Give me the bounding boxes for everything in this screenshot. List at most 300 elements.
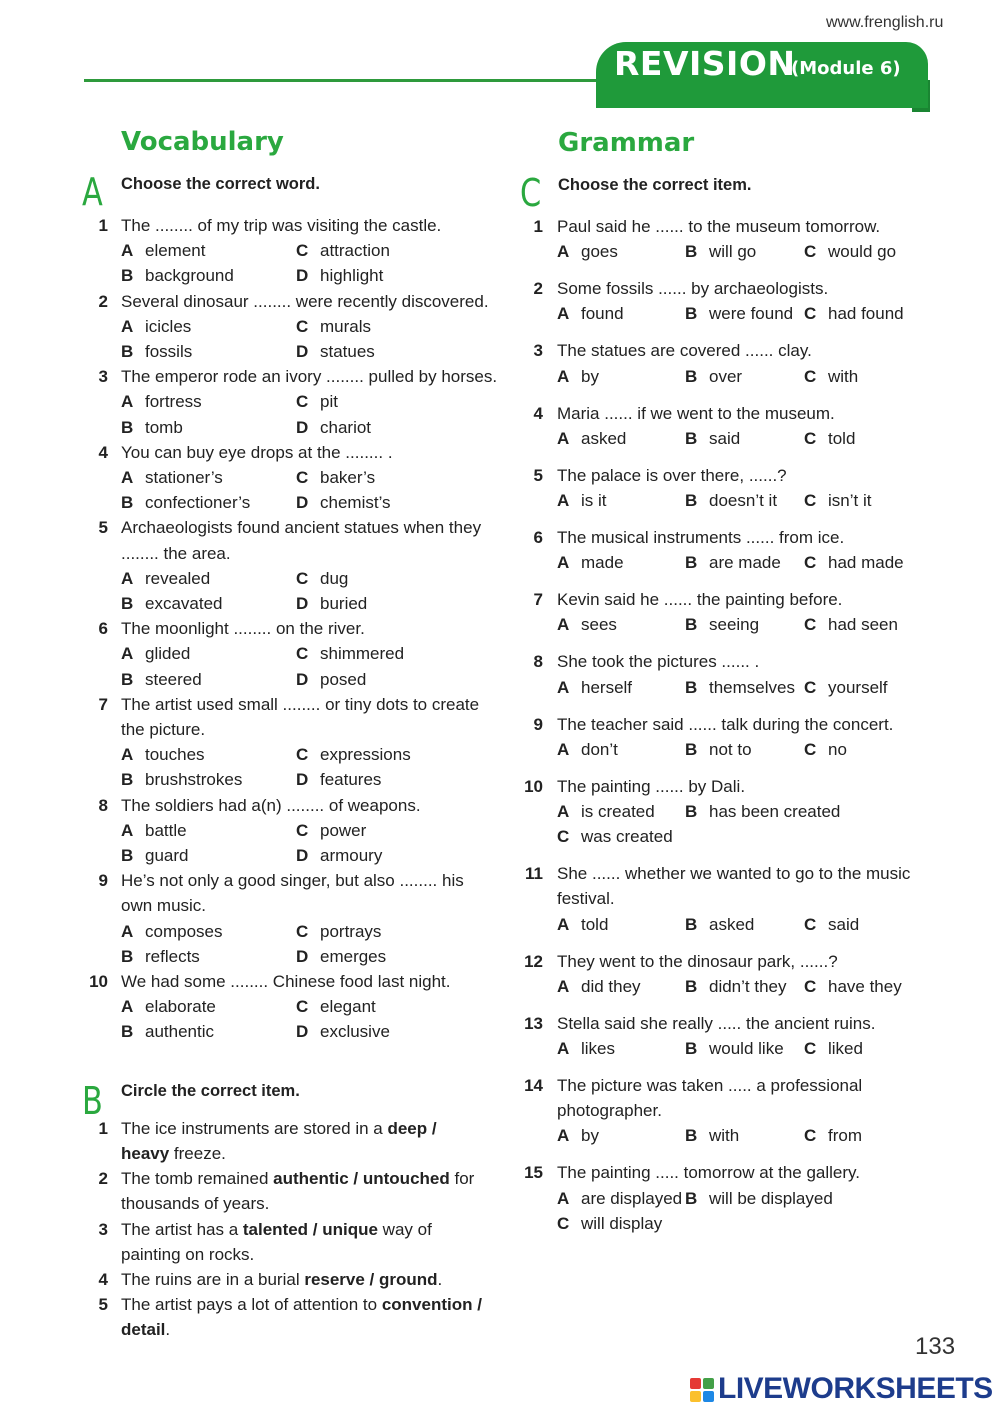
answer-option[interactable]	[557, 550, 624, 575]
item-text: thousands of years.	[121, 1194, 270, 1214]
answer-choice[interactable]: reserve / ground	[304, 1270, 438, 1289]
answer-option[interactable]	[121, 591, 223, 616]
answer-option[interactable]	[557, 974, 641, 999]
liveworksheets-icon	[690, 1378, 714, 1402]
answer-option[interactable]	[685, 612, 759, 637]
option-letter: D	[296, 594, 309, 613]
item-number: 4	[98, 1270, 108, 1289]
answer-option[interactable]	[804, 1036, 863, 1061]
site-url: www.frenglish.ru	[826, 14, 944, 31]
answer-option[interactable]	[557, 675, 632, 700]
option-letter: C	[804, 366, 817, 386]
answer-option[interactable]	[557, 912, 608, 937]
answer-option[interactable]	[804, 974, 902, 999]
option-text: composes	[145, 921, 223, 941]
answer-option[interactable]	[121, 415, 183, 440]
answer-option[interactable]	[296, 667, 366, 692]
option-text: glided	[145, 644, 191, 664]
answer-option[interactable]	[296, 339, 375, 364]
option-text: expressions	[320, 745, 411, 765]
option-text: features	[320, 770, 382, 790]
answer-option[interactable]	[296, 314, 371, 339]
option-text: highlight	[320, 266, 384, 286]
option-text: found	[581, 304, 624, 324]
option-text: yourself	[828, 677, 888, 697]
option-letter: B	[685, 1126, 698, 1146]
item-line	[121, 1292, 482, 1317]
question-number: 5	[98, 518, 108, 538]
option-text: said	[828, 914, 860, 934]
option-letter: B	[685, 553, 698, 573]
option-letter: A	[557, 304, 570, 324]
option-text: power	[320, 820, 367, 840]
option-letter: A	[557, 976, 570, 996]
option-letter: C	[804, 1126, 817, 1146]
answer-choice[interactable]: authentic / untouched	[273, 1169, 450, 1188]
vocabulary-title: Vocabulary	[121, 127, 284, 157]
question-text: The statues are covered ...... clay.	[557, 341, 812, 361]
option-letter: A	[121, 241, 134, 261]
option-letter: D	[296, 342, 309, 361]
question-number: 10	[89, 972, 108, 991]
option-letter: C	[557, 1213, 570, 1233]
option-letter: D	[296, 493, 309, 513]
answer-option[interactable]	[296, 843, 382, 868]
item-text: way of	[377, 1220, 432, 1239]
option-letter: B	[121, 946, 134, 966]
option-letter: A	[121, 316, 134, 336]
answer-option[interactable]	[296, 641, 404, 666]
answer-option[interactable]	[296, 263, 383, 288]
item-text: The tomb remained	[121, 1169, 274, 1188]
option-letter: A	[121, 644, 134, 664]
answer-option[interactable]	[121, 667, 202, 692]
exercise-a-instruction: Choose the correct word.	[121, 175, 320, 193]
question-number: 7	[533, 590, 543, 610]
option-letter: B	[685, 1039, 698, 1058]
answer-option[interactable]	[685, 799, 840, 824]
option-text: has been created	[709, 802, 841, 821]
question-text: The moonlight ........ on the river.	[121, 619, 365, 639]
question-number: 1	[533, 217, 543, 236]
option-letter: B	[685, 615, 698, 635]
question-text: Some fossils ...... by archaeologists.	[557, 279, 829, 299]
answer-option[interactable]	[557, 239, 618, 264]
option-text: authentic	[145, 1022, 214, 1042]
answer-option[interactable]	[296, 818, 366, 843]
option-text: by	[581, 366, 599, 386]
question-text: The palace is over there, ......?	[557, 465, 787, 485]
item-text: .	[437, 1270, 443, 1289]
answer-choice[interactable]: detail	[121, 1320, 166, 1340]
option-text: with	[709, 1126, 740, 1146]
option-letter: B	[685, 914, 698, 934]
option-text: attraction	[320, 241, 390, 261]
answer-option[interactable]	[804, 301, 904, 326]
answer-choice[interactable]: deep /	[387, 1119, 437, 1138]
option-letter: C	[296, 241, 309, 261]
option-text: isn’t it	[828, 491, 872, 510]
option-letter: C	[804, 553, 817, 573]
item-line	[121, 1141, 226, 1166]
option-text: will display	[581, 1213, 663, 1233]
header-subtitle: (Module 6)	[791, 58, 901, 79]
option-letter: D	[296, 266, 309, 286]
option-text: have they	[828, 976, 902, 996]
question-text: She took the pictures ...... .	[557, 652, 760, 672]
option-letter: C	[296, 644, 309, 664]
option-text: emerges	[320, 946, 387, 966]
answer-option[interactable]	[804, 675, 888, 700]
option-text: from	[828, 1126, 862, 1146]
option-letter: D	[296, 770, 309, 790]
option-letter: B	[685, 802, 698, 821]
answer-option[interactable]	[121, 490, 250, 515]
answer-option[interactable]	[685, 974, 787, 999]
answer-option[interactable]	[296, 465, 375, 490]
page-number: 133	[915, 1333, 956, 1360]
option-letter: C	[296, 820, 309, 840]
option-letter: B	[685, 242, 698, 262]
option-letter: A	[557, 242, 570, 262]
answer-option[interactable]	[121, 818, 187, 843]
item-line	[121, 1166, 474, 1191]
item-text: The ruins are in a burial	[121, 1270, 305, 1289]
question-number: 14	[524, 1076, 543, 1095]
answer-option[interactable]	[804, 737, 847, 762]
option-text: will be displayed	[709, 1188, 833, 1208]
answer-option[interactable]	[557, 1211, 662, 1236]
answer-option[interactable]	[296, 994, 376, 1019]
option-letter: C	[804, 491, 817, 510]
option-letter: A	[557, 802, 570, 821]
question-number: 10	[524, 776, 543, 796]
option-letter: D	[296, 669, 309, 689]
option-text: liked	[828, 1039, 863, 1058]
option-text: had found	[828, 304, 904, 324]
option-text: dug	[320, 568, 349, 588]
question-number: 13	[524, 1013, 543, 1033]
option-letter: B	[121, 1022, 134, 1042]
option-text: revealed	[145, 568, 211, 588]
option-letter: C	[557, 827, 570, 847]
option-text: element	[145, 241, 206, 261]
option-letter: A	[121, 468, 134, 487]
answer-option[interactable]	[804, 612, 898, 637]
answer-option[interactable]	[557, 488, 607, 513]
answer-option[interactable]	[121, 994, 216, 1019]
question-text: Paul said he ...... to the museum tomorrow.	[557, 217, 881, 236]
option-letter: A	[557, 428, 570, 448]
answer-option[interactable]	[296, 944, 386, 969]
answer-option[interactable]	[296, 566, 348, 591]
option-letter: B	[121, 669, 134, 689]
option-text: had seen	[828, 615, 898, 635]
option-letter: A	[557, 491, 570, 510]
answer-option[interactable]	[296, 1019, 390, 1044]
answer-option[interactable]	[296, 238, 390, 263]
question-text: The picture was taken ..... a professional	[557, 1076, 863, 1095]
option-text: statues	[320, 342, 375, 361]
option-letter: B	[685, 1188, 698, 1208]
answer-option[interactable]	[121, 238, 205, 263]
option-text: tomb	[145, 417, 183, 437]
option-text: will go	[709, 242, 757, 262]
option-text: didn’t they	[709, 976, 787, 996]
item-text: painting on rocks.	[121, 1245, 255, 1265]
option-text: touches	[145, 745, 205, 765]
option-letter: D	[296, 846, 309, 865]
answer-option[interactable]	[804, 912, 859, 937]
option-letter: A	[557, 1126, 570, 1146]
option-text: were found	[709, 304, 794, 324]
question-number: 8	[98, 795, 108, 815]
option-letter: B	[685, 491, 698, 510]
answer-option[interactable]	[804, 550, 904, 575]
option-letter: A	[121, 392, 134, 412]
answer-option[interactable]	[685, 912, 754, 937]
option-text: likes	[581, 1039, 616, 1058]
answer-option[interactable]	[557, 426, 626, 451]
option-text: portrays	[320, 921, 382, 941]
item-line	[121, 1267, 442, 1292]
option-text: asked	[709, 914, 755, 934]
answer-option[interactable]	[685, 239, 756, 264]
option-letter: C	[296, 921, 309, 941]
option-text: are made	[709, 553, 781, 573]
question-text: We had some ........ Chinese food last night.	[121, 972, 451, 991]
answer-option[interactable]	[121, 389, 202, 414]
option-text: confectioner’s	[145, 493, 251, 513]
option-text: guard	[145, 846, 189, 865]
option-text: icicles	[145, 316, 192, 336]
option-letter: C	[804, 1039, 817, 1058]
answer-option[interactable]	[685, 488, 777, 513]
option-text: with	[828, 366, 859, 386]
option-letter: C	[296, 997, 309, 1017]
item-line	[121, 1217, 432, 1242]
question-text: She ...... whether we wanted to go to the music	[557, 864, 911, 884]
question-number: 7	[98, 694, 108, 714]
option-text: pit	[320, 392, 338, 412]
option-letter: C	[296, 316, 309, 336]
option-text: is created	[581, 802, 655, 821]
question-number: 15	[524, 1163, 543, 1183]
option-letter: A	[557, 914, 570, 934]
option-letter: C	[296, 392, 309, 412]
item-number: 1	[98, 1119, 108, 1138]
question-text: The musical instruments ...... from ice.	[557, 528, 845, 547]
grammar-title: Grammar	[558, 128, 695, 158]
option-letter: B	[685, 428, 698, 448]
option-text: is it	[581, 491, 607, 510]
option-letter: A	[557, 1188, 570, 1208]
option-text: herself	[581, 677, 633, 697]
item-number: 5	[98, 1295, 108, 1314]
answer-option[interactable]	[685, 364, 742, 389]
question-text: The ........ of my trip was visiting the castle.	[121, 216, 442, 235]
answer-option[interactable]	[557, 364, 599, 389]
option-text: fossils	[145, 342, 193, 361]
option-text: murals	[320, 316, 372, 336]
option-text: over	[709, 366, 743, 386]
answer-option[interactable]	[121, 314, 191, 339]
option-letter: A	[557, 1039, 570, 1058]
exercise-c-letter: C	[520, 171, 542, 215]
answer-choice[interactable]: talented / unique	[242, 1220, 378, 1239]
option-letter: B	[121, 770, 134, 790]
option-text: told	[581, 914, 609, 934]
option-letter: C	[804, 677, 817, 697]
question-number: 12	[524, 951, 543, 971]
option-text: chemist’s	[320, 493, 391, 513]
answer-option[interactable]	[557, 737, 618, 762]
option-letter: C	[804, 428, 817, 448]
answer-option[interactable]	[121, 742, 205, 767]
question-number: 11	[525, 864, 543, 884]
question-text: ........ the area.	[121, 543, 231, 563]
option-text: themselves	[709, 677, 795, 697]
option-text: are displayed	[581, 1188, 683, 1208]
question-number: 4	[98, 442, 108, 462]
option-text: goes	[581, 242, 618, 262]
answer-option[interactable]	[804, 1123, 862, 1148]
question-text: You can buy eye drops at the ........ .	[121, 442, 393, 462]
answer-option[interactable]	[121, 465, 223, 490]
question-text: photographer.	[557, 1101, 662, 1121]
option-text: don’t	[581, 739, 618, 759]
option-text: battle	[145, 820, 187, 840]
option-text: was created	[581, 827, 673, 847]
option-letter: C	[804, 242, 817, 262]
question-number: 5	[533, 465, 543, 485]
item-number: 3	[98, 1220, 108, 1239]
question-number: 3	[98, 367, 108, 387]
option-text: chariot	[320, 417, 372, 437]
answer-option[interactable]	[685, 301, 793, 326]
item-text: The artist pays a lot of attention to	[121, 1295, 382, 1314]
answer-option[interactable]	[296, 415, 371, 440]
option-text: doesn’t it	[709, 491, 778, 510]
liveworksheets-logo: LIVEWORKSHEETS	[718, 1372, 993, 1405]
option-text: excavated	[145, 594, 223, 613]
answer-option[interactable]	[804, 239, 896, 264]
question-number: 8	[533, 652, 543, 672]
answer-option[interactable]	[121, 919, 222, 944]
answer-option[interactable]	[685, 737, 752, 762]
answer-option[interactable]	[296, 591, 367, 616]
option-text: exclusive	[320, 1022, 390, 1042]
question-text: The painting ..... tomorrow at the gallery.	[557, 1163, 860, 1183]
answer-option[interactable]	[557, 612, 617, 637]
question-number: 1	[98, 216, 108, 235]
option-letter: A	[121, 745, 134, 765]
answer-option[interactable]	[685, 426, 740, 451]
answer-option[interactable]	[296, 389, 338, 414]
answer-option[interactable]	[296, 919, 381, 944]
answer-option[interactable]	[557, 1036, 615, 1061]
exercise-a-letter: A	[82, 170, 103, 214]
answer-option[interactable]	[804, 364, 858, 389]
question-text: own music.	[121, 896, 207, 916]
answer-option[interactable]	[685, 550, 781, 575]
question-text: festival.	[557, 889, 615, 909]
option-text: fortress	[145, 392, 202, 412]
option-text: no	[828, 739, 847, 759]
option-text: would like	[709, 1039, 784, 1058]
answer-option[interactable]	[685, 1036, 784, 1061]
question-text: The artist used small ........ or tiny dots to create	[121, 694, 480, 714]
item-line	[121, 1191, 269, 1216]
option-letter: B	[685, 677, 698, 697]
answer-option[interactable]	[804, 488, 871, 513]
question-number: 4	[533, 403, 543, 423]
answer-option[interactable]	[121, 1019, 214, 1044]
option-text: had made	[828, 553, 904, 573]
question-number: 2	[98, 291, 108, 311]
answer-option[interactable]	[121, 263, 234, 288]
option-letter: A	[121, 921, 134, 941]
option-letter: A	[121, 997, 134, 1017]
answer-option[interactable]	[685, 1186, 833, 1211]
answer-option[interactable]	[121, 641, 190, 666]
exercise-c-instruction: Choose the correct item.	[558, 176, 752, 194]
option-letter: B	[121, 342, 134, 361]
option-letter: C	[804, 914, 817, 934]
option-text: posed	[320, 669, 367, 689]
answer-option[interactable]	[121, 843, 188, 868]
item-text: for	[449, 1169, 475, 1188]
answer-choice[interactable]: heavy	[121, 1144, 170, 1164]
option-text: reflects	[145, 946, 200, 966]
question-text: Archaeologists found ancient statues when they	[121, 518, 482, 538]
item-text: The ice instruments are stored in a	[121, 1119, 388, 1138]
option-letter: C	[804, 304, 817, 324]
question-text: Several dinosaur ........ were recently discovered.	[121, 291, 489, 311]
option-letter: C	[296, 568, 309, 588]
answer-option[interactable]	[296, 742, 411, 767]
option-letter: A	[557, 739, 570, 759]
answer-option[interactable]	[121, 339, 192, 364]
option-letter: B	[121, 493, 134, 513]
answer-option[interactable]	[296, 490, 391, 515]
option-text: stationer’s	[145, 468, 223, 487]
answer-option[interactable]	[557, 824, 673, 849]
item-line	[121, 1317, 170, 1342]
question-text: the picture.	[121, 720, 206, 739]
answer-option[interactable]	[685, 1123, 739, 1148]
answer-option[interactable]	[121, 767, 242, 792]
answer-option[interactable]	[557, 799, 655, 824]
option-letter: A	[557, 553, 570, 573]
answer-option[interactable]	[557, 1123, 599, 1148]
answer-option[interactable]	[685, 675, 795, 700]
option-text: steered	[145, 669, 202, 689]
option-text: asked	[581, 428, 627, 448]
answer-option[interactable]	[557, 1186, 682, 1211]
answer-option[interactable]	[557, 301, 624, 326]
answer-choice[interactable]: convention /	[381, 1295, 482, 1314]
answer-option[interactable]	[804, 426, 855, 451]
option-text: armoury	[320, 846, 383, 865]
option-text: would go	[828, 242, 897, 262]
answer-option[interactable]	[121, 944, 200, 969]
option-letter: A	[121, 820, 134, 840]
answer-option[interactable]	[296, 767, 381, 792]
question-text: Kevin said he ...... the painting before.	[557, 590, 843, 610]
question-number: 3	[533, 341, 543, 361]
answer-option[interactable]	[121, 566, 210, 591]
